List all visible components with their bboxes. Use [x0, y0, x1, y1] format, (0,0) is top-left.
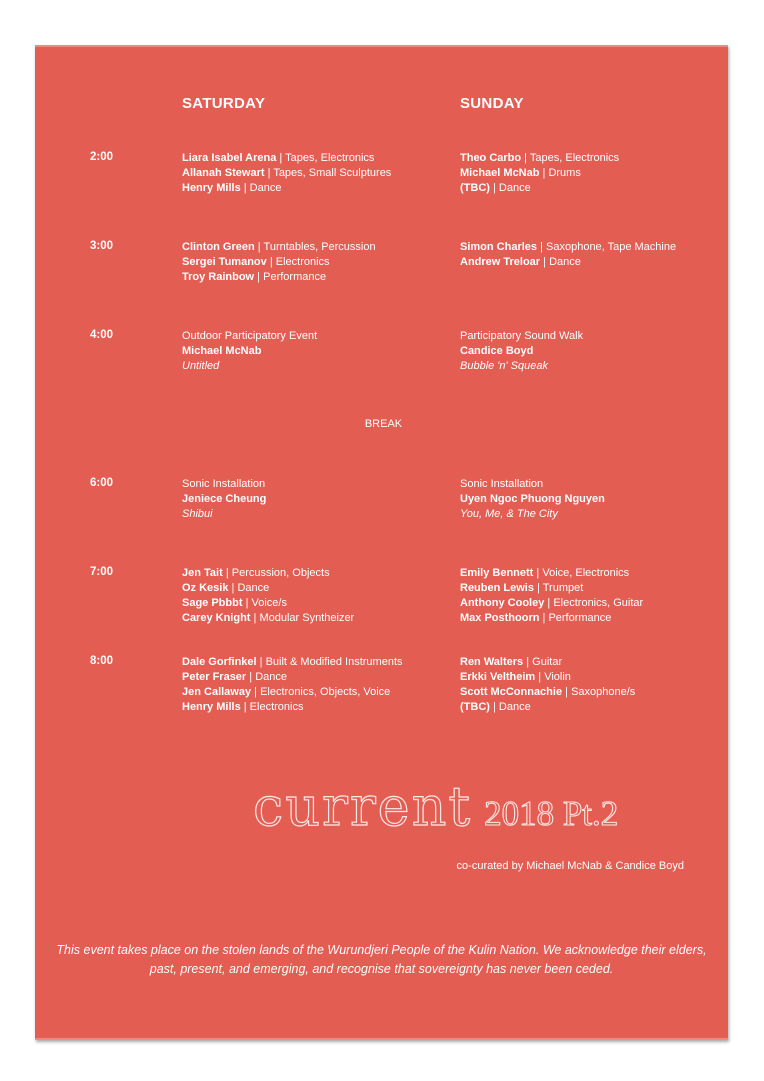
saturday-acts — [182, 566, 354, 626]
act-line: Peter Fraser | Dance — [182, 671, 287, 683]
act-line: Henry Mills | Dance — [182, 182, 282, 194]
slot-time: 4:00 — [90, 329, 114, 341]
act-line: Sage Pbbbt | Voice/s — [182, 597, 287, 609]
act-line: Michael McNab | Drums — [460, 167, 581, 179]
event-type: Sonic Installation — [182, 478, 266, 490]
event-type: Sonic Installation — [460, 478, 544, 490]
act-line: Erkki Veltheim | Violin — [460, 671, 571, 683]
act-line: Sergei Tumanov | Electronics — [182, 256, 330, 268]
artist-name: Jeniece Cheung — [182, 493, 267, 505]
act-line: Simon Charles | Saxophone, Tape Machine — [460, 241, 677, 253]
saturday-acts — [182, 240, 376, 285]
work-title: You, Me, & The City — [460, 508, 558, 520]
act-line: Carey Knight | Modular Syntheizer — [182, 612, 355, 624]
sunday-heading: SUNDAY — [460, 95, 524, 112]
artist-name: Candice Boyd — [460, 345, 534, 357]
break-label: BREAK — [364, 418, 403, 430]
title-edition: 2018 Pt.2 — [484, 794, 619, 833]
slot-time: 3:00 — [90, 240, 114, 252]
slot-time: 7:00 — [90, 566, 114, 578]
sunday-event — [460, 477, 605, 522]
act-line: Liara Isabel Arena | Tapes, Electronics — [182, 152, 375, 164]
act-line: Clinton Green | Turntables, Percussion — [182, 241, 376, 253]
program-poster — [35, 45, 728, 1040]
sunday-event — [460, 329, 583, 374]
sunday-acts — [460, 240, 676, 270]
act-line: Max Posthoorn | Performance — [460, 612, 612, 624]
saturday-event — [182, 477, 266, 522]
saturday-heading: SATURDAY — [182, 95, 266, 112]
saturday-event — [182, 329, 317, 374]
event-type: Participatory Sound Walk — [460, 330, 584, 342]
curators-credit: co-curated by Michael McNab & Candice Boyd — [456, 860, 684, 872]
saturday-acts — [182, 151, 391, 196]
act-line: Emily Bennett | Voice, Electronics — [460, 567, 630, 579]
event-type: Outdoor Participatory Event — [182, 330, 318, 342]
act-line: Oz Kesik | Dance — [182, 582, 270, 594]
event-title — [253, 775, 618, 838]
act-line: Allanah Stewart | Tapes, Small Sculptures — [182, 167, 392, 179]
sunday-acts — [460, 151, 619, 196]
act-line: Henry Mills | Electronics — [182, 701, 304, 713]
act-line: Andrew Treloar | Dance — [460, 256, 581, 268]
act-line: Ren Walters | Guitar — [460, 656, 563, 668]
title-current: current — [253, 775, 473, 838]
work-title: Untitled — [182, 360, 220, 372]
sunday-acts — [460, 566, 643, 626]
act-line: Dale Gorfinkel | Built & Modified Instruments — [182, 656, 403, 668]
work-title: Shibui — [182, 508, 213, 520]
slot-time: 6:00 — [90, 477, 114, 489]
act-line: Jen Callaway | Electronics, Objects, Voice — [182, 686, 391, 698]
act-line: Troy Rainbow | Performance — [182, 271, 327, 283]
slot-time: 8:00 — [90, 655, 114, 667]
act-line: Theo Carbo | Tapes, Electronics — [460, 152, 620, 164]
slot-time: 2:00 — [90, 151, 114, 163]
act-line: Jen Tait | Percussion, Objects — [182, 567, 330, 579]
act-line: Reuben Lewis | Trumpet — [460, 582, 584, 594]
artist-name: Uyen Ngoc Phuong Nguyen — [460, 493, 605, 505]
act-line: Anthony Cooley | Electronics, Guitar — [460, 597, 644, 609]
work-title: Bubble 'n' Squeak — [460, 360, 548, 372]
sunday-acts — [460, 655, 635, 715]
artist-name: Michael McNab — [182, 345, 262, 357]
act-line: Scott McConnachie | Saxophone/s — [460, 686, 636, 698]
acknowledgement-of-country: This event takes place on the stolen lands of the Wurundjeri People of the Kulin Nation. We acknowledge their elders, past, present, and emerging, and recognise that sovereignty has never been ceded. — [56, 943, 707, 976]
act-line: (TBC) | Dance — [460, 701, 531, 713]
saturday-acts — [182, 655, 403, 715]
act-line: (TBC) | Dance — [460, 182, 531, 194]
